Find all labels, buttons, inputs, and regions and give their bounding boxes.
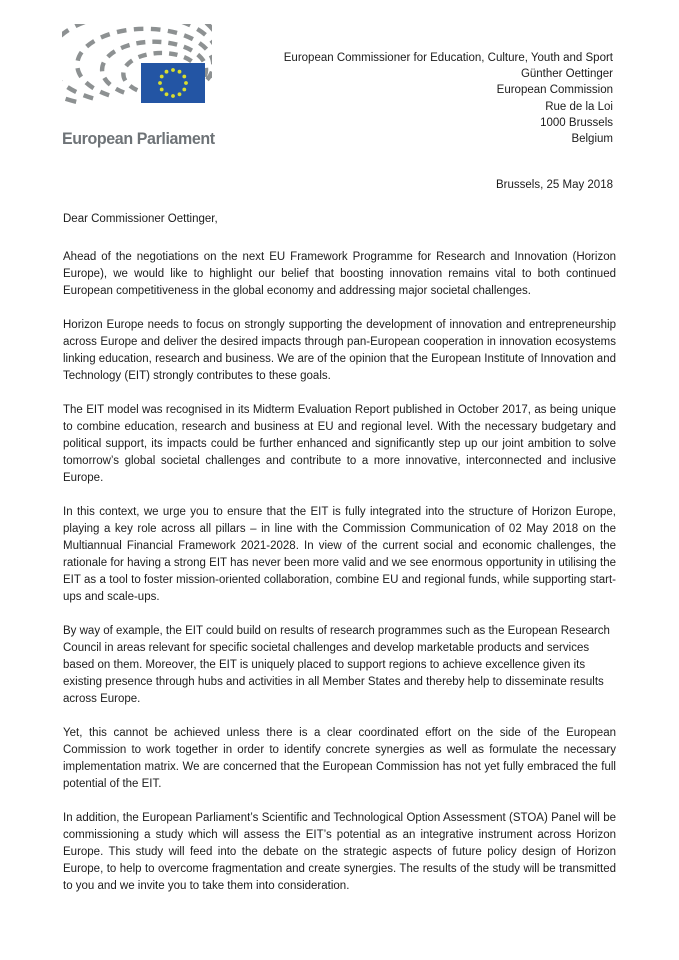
paragraph: In addition, the European Parliament’s Scientific and Technological Option Assessment (STOA) Panel will be commissioning a study which will assess the EIT’s potential as an integrative instrument across Horizon Europe. This study will feed into the debate on the strategic aspects of future policy design of Horizon Europe, to help to overcome fragmentation and create synergies. The results of the study will be transmitted to you and we invite you to take them into consideration. bbox=[63, 812, 616, 892]
recipient-address-block bbox=[284, 50, 613, 147]
letter-body bbox=[63, 211, 616, 912]
date-line: Brussels, 25 May 2018 bbox=[496, 179, 613, 191]
european-parliament-logo-graphic bbox=[62, 24, 212, 128]
recipient-line: Rue de la Loi bbox=[545, 100, 613, 113]
eu-flag-icon bbox=[141, 63, 205, 103]
recipient-line: Belgium bbox=[571, 133, 613, 146]
paragraph: Yet, this cannot be achieved unless there is a clear coordinated effort on the side of the European Commission to work together in order to identify concrete synergies as well as formulate the necessary implementation matrix. We are concerned that the European Commission has not yet fully embraced the full potential of the EIT. bbox=[63, 727, 616, 790]
paragraph: By way of example, the EIT could build on results of research programmes such as the European Research Council in areas relevant for specific societal challenges and develop marketable products and services based on them. Moreover, the EIT is uniquely placed to support regions to achieve excellence given its existing presence through hubs and activities in all Member States and thereby help to disseminate results across Europe. bbox=[63, 625, 610, 705]
paragraph: In this context, we urge you to ensure that the EIT is fully integrated into the structure of Horizon Europe, playing a key role across all pillars – in line with the Commission Communication of 02 May 2018 on the Multiannual Financial Framework 2021-2028. In view of the current social and economic challenges, the rationale for having a strong EIT has never been more valid and we see enormous opportunity in utilising the EIT as a tool to foster mission-oriented collaboration, combine EU and regional funds, while supporting start-ups and scale-ups. bbox=[63, 506, 616, 603]
european-parliament-logo bbox=[62, 24, 215, 149]
paragraph: The EIT model was recognised in its Midterm Evaluation Report published in October 2017, as being unique to combine education, research and business at EU and regional level. With the necessary budgetary and political support, its impacts could be further enhanced and significantly step up our joint ambition to solve tomorrow’s global societal challenges and contribute to a more innovative, interconnected and inclusive Europe. bbox=[63, 404, 616, 484]
european-parliament-logo-label: European Parliament bbox=[62, 130, 215, 148]
paragraph: Horizon Europe needs to focus on strongly supporting the development of innovation and entrepreneurship across Europe and deliver the desired impacts through pan-European cooperation in innovation ecosystems linking education, research and business. We are of the opinion that the European Institute of Innovation and Technology (EIT) strongly contributes to these goals. bbox=[63, 319, 616, 382]
recipient-line: 1000 Brussels bbox=[540, 116, 613, 129]
paragraph: Ahead of the negotiations on the next EU Framework Programme for Research and Innovation (Horizon Europe), we would like to highlight our belief that boosting innovation remains vital to both continued European competitiveness in the global economy and addressing major societal challenges. bbox=[63, 251, 616, 297]
salutation: Dear Commissioner Oettinger, bbox=[63, 213, 218, 225]
recipient-line: Günther Oettinger bbox=[520, 68, 613, 81]
recipient-line: European Commissioner for Education, Culture, Youth and Sport bbox=[283, 52, 613, 64]
recipient-line: European Commission bbox=[496, 84, 613, 97]
